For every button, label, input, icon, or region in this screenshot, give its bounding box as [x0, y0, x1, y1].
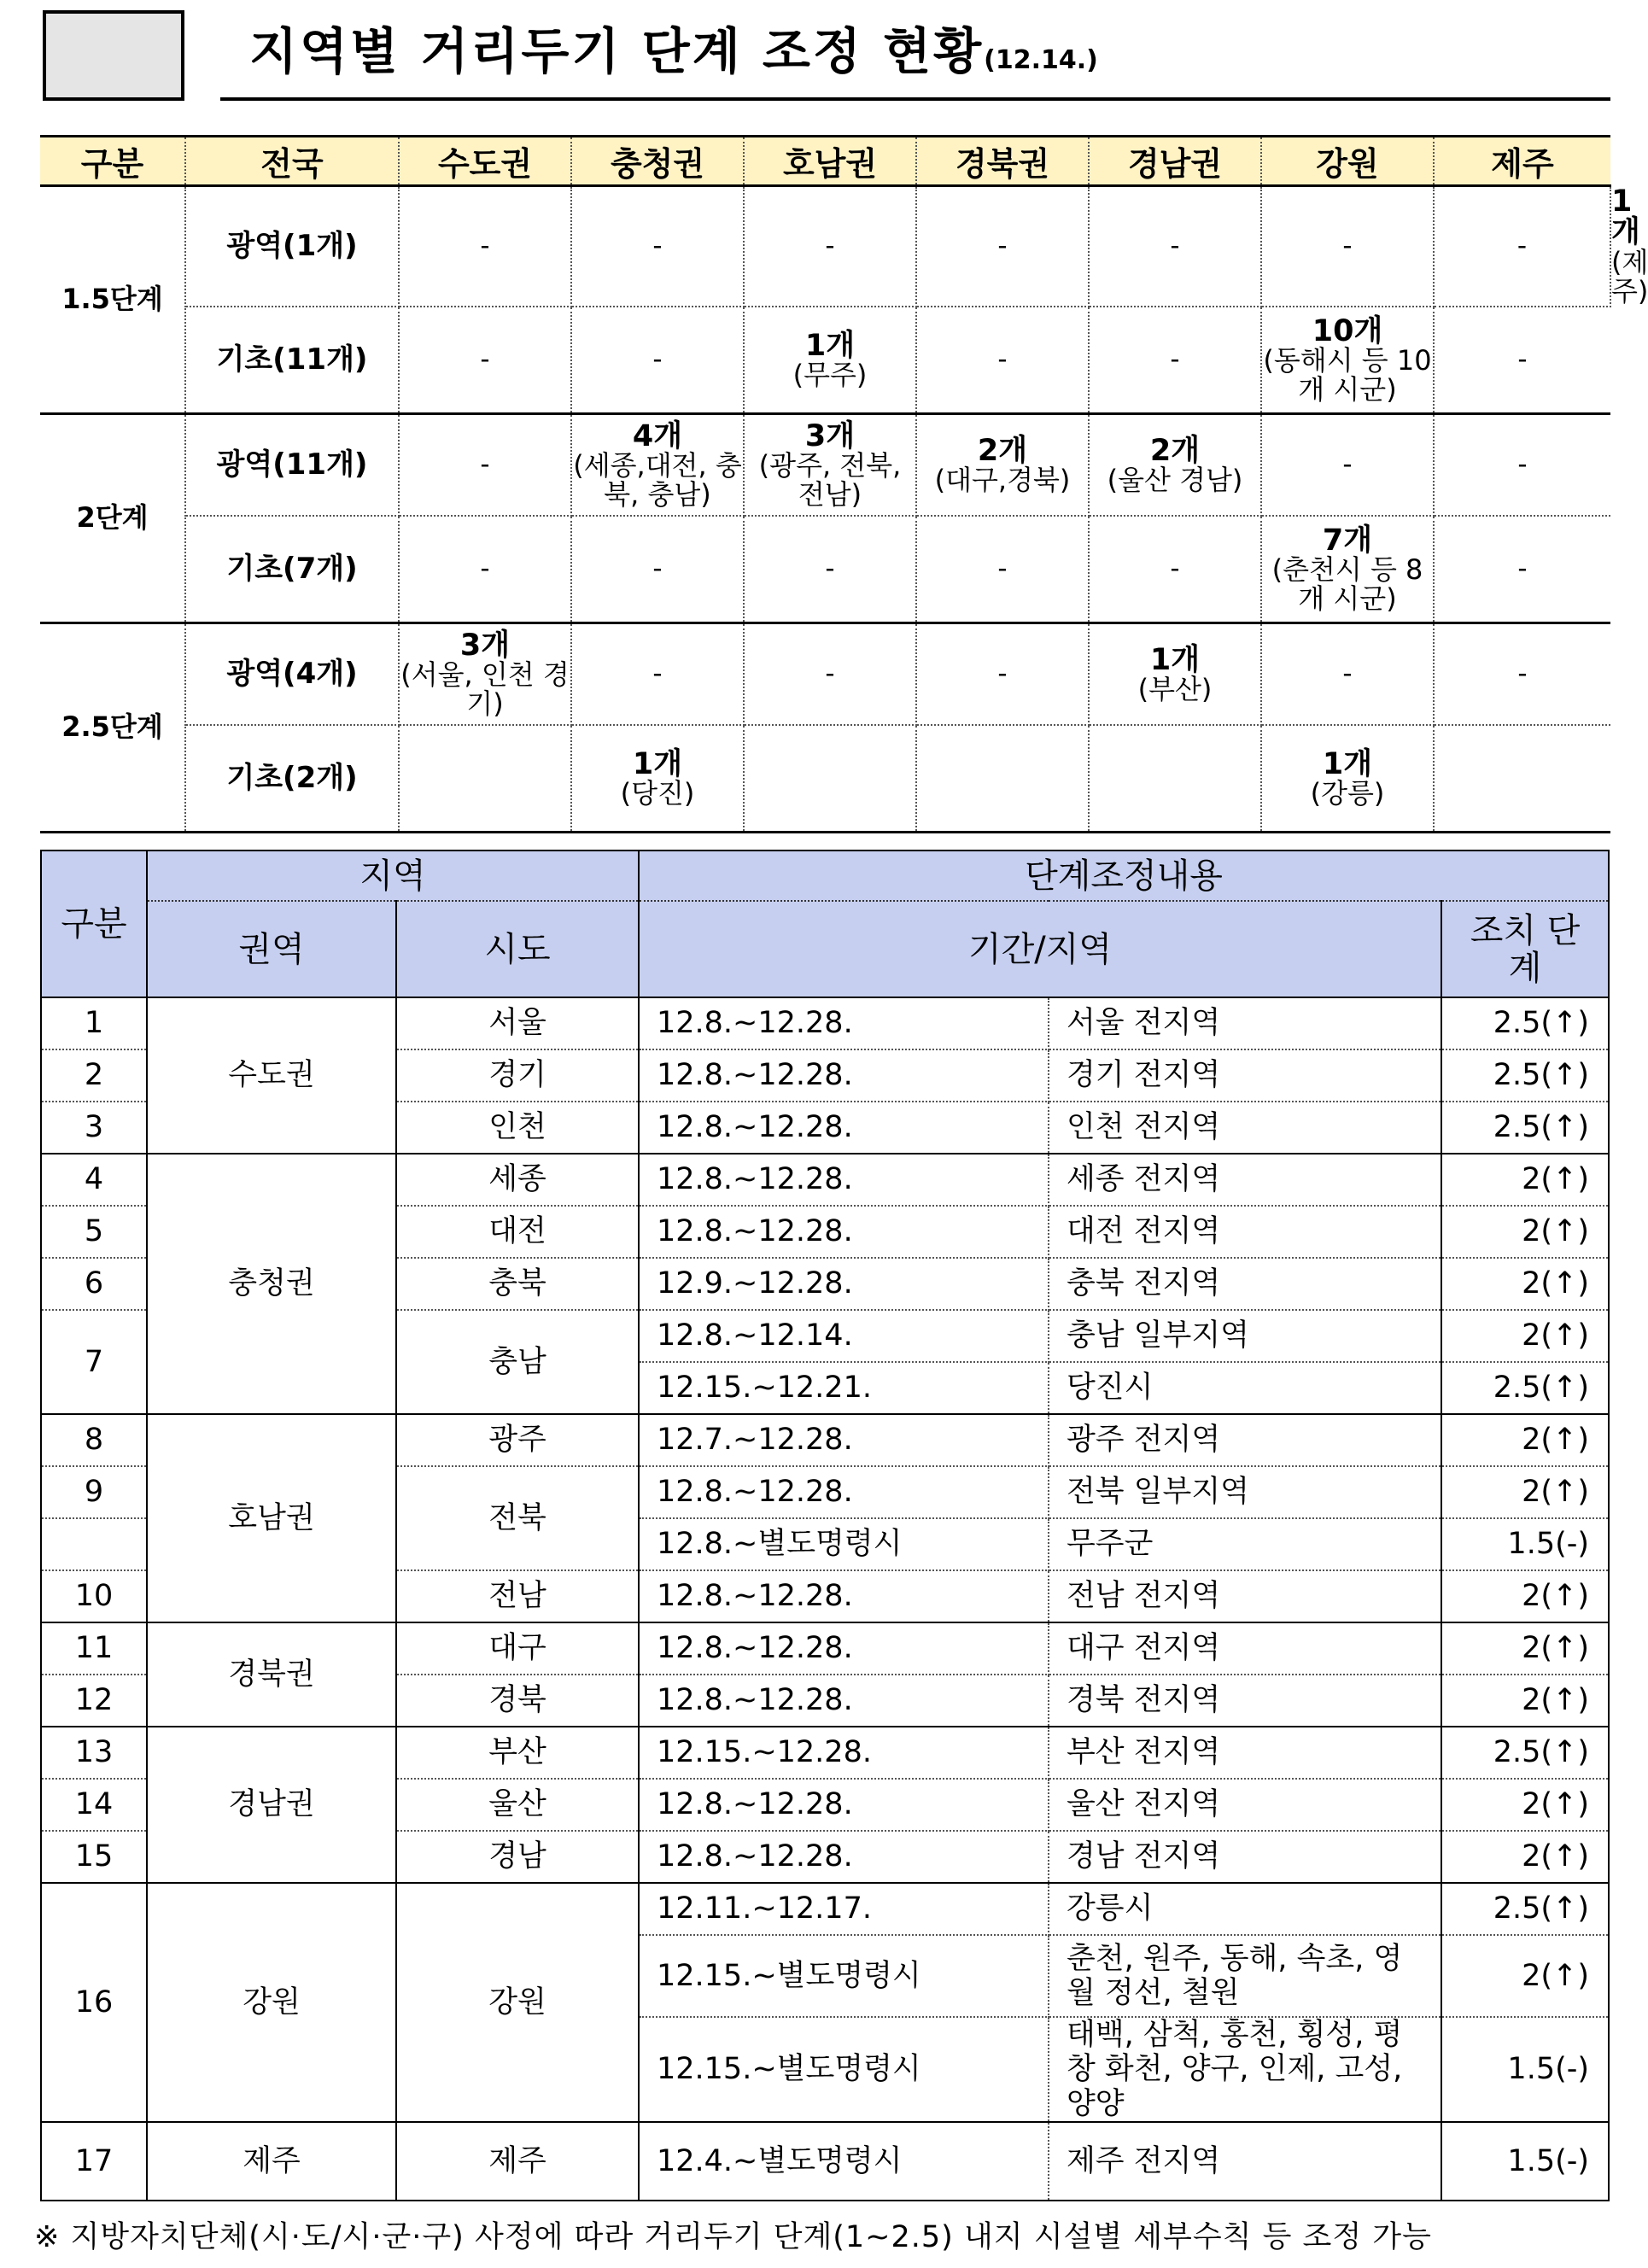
stage-sub-label: 기초(7개) — [185, 516, 399, 623]
row-level: 2(↑) — [1441, 1935, 1609, 2017]
summary-cell — [1261, 516, 1434, 623]
row-sido: 충남 — [396, 1310, 639, 1414]
cell-detail: (부산) — [1137, 673, 1213, 706]
row-sido: 대전 — [396, 1206, 639, 1258]
table-row — [41, 997, 1609, 1049]
table-row — [41, 1414, 1609, 1466]
row-level: 2(↑) — [1441, 1258, 1609, 1310]
summary-cell — [1089, 725, 1261, 833]
summary-cell — [1261, 414, 1434, 517]
title-text: 지역별 거리두기 단계 조정 현황 — [249, 22, 985, 80]
page-title — [249, 17, 1098, 85]
row-level: 2.5(↑) — [1441, 1049, 1609, 1102]
row-region: 서울 전지역 — [1049, 997, 1441, 1049]
row-sido: 광주 — [396, 1414, 639, 1466]
summary-cell — [399, 186, 571, 307]
cell-count: - — [997, 658, 1008, 690]
summary-header-row — [40, 137, 1610, 186]
summary-cell — [916, 186, 1089, 307]
summary-cell — [744, 307, 916, 414]
cell-count: - — [652, 231, 663, 262]
cell-count: - — [825, 553, 835, 585]
table-row — [41, 1727, 1609, 1779]
row-region: 경남 전지역 — [1049, 1831, 1441, 1883]
row-region: 태백, 삼척, 홍천, 횡성, 평창 화천, 양구, 인제, 고성, 양양 — [1049, 2017, 1441, 2122]
header-sido: 시도 — [396, 901, 639, 997]
row-period: 12.8.~12.28. — [639, 1779, 1049, 1831]
row-period: 12.8.~12.28. — [639, 1831, 1049, 1883]
row-period: 12.15.~12.28. — [639, 1727, 1049, 1779]
row-level: 2.5(↑) — [1441, 1102, 1609, 1154]
stage-sub-label: 기초(11개) — [185, 307, 399, 414]
summary-cell — [1434, 307, 1610, 414]
row-number: 2 — [41, 1049, 147, 1102]
row-sido: 제주 — [396, 2122, 639, 2201]
table-row — [41, 2122, 1609, 2201]
cell-count: - — [652, 553, 663, 585]
summary-cell — [744, 725, 916, 833]
summary-cell — [399, 725, 571, 833]
row-number: 16 — [41, 1883, 147, 2122]
col-header: 제주 — [1434, 137, 1610, 186]
header-content: 단계조정내용 — [639, 850, 1609, 901]
cell-count: 1개 — [1149, 642, 1201, 677]
cell-count: - — [652, 658, 663, 690]
summary-cell — [1261, 623, 1434, 726]
cell-count: - — [1170, 344, 1180, 376]
row-period: 12.4.~별도명령시 — [639, 2122, 1049, 2201]
row-region: 광주 전지역 — [1049, 1414, 1441, 1466]
row-area: 충청권 — [147, 1154, 396, 1414]
summary-cell — [1434, 186, 1610, 307]
row-area: 경북권 — [147, 1622, 396, 1727]
cell-count: 1개 — [804, 328, 856, 363]
title-underline — [220, 97, 1610, 101]
table-row — [41, 1883, 1609, 1935]
cell-count: - — [1517, 449, 1528, 481]
summary-row — [40, 414, 1610, 517]
row-region: 울산 전지역 — [1049, 1779, 1441, 1831]
cell-detail: (서울, 인천 경기) — [400, 658, 570, 721]
summary-cell — [916, 623, 1089, 726]
row-level: 1.5(-) — [1441, 2017, 1609, 2122]
cell-count: 2개 — [977, 433, 1028, 468]
summary-cell — [1089, 623, 1261, 726]
row-period: 12.11.~12.17. — [639, 1883, 1049, 1935]
row-region: 충북 전지역 — [1049, 1258, 1441, 1310]
summary-cell — [571, 414, 744, 517]
summary-cell — [1261, 186, 1434, 307]
row-region: 대전 전지역 — [1049, 1206, 1441, 1258]
row-level: 2(↑) — [1441, 1831, 1609, 1883]
summary-cell — [399, 516, 571, 623]
row-period: 12.8.~12.28. — [639, 1675, 1049, 1727]
summary-cell — [916, 414, 1089, 517]
col-header: 전국 — [185, 137, 399, 186]
row-number: 14 — [41, 1779, 147, 1831]
summary-cell — [1261, 307, 1434, 414]
row-level: 2(↑) — [1441, 1414, 1609, 1466]
row-number: 3 — [41, 1102, 147, 1154]
cell-count: 4개 — [632, 418, 683, 453]
cell-count: - — [825, 231, 835, 262]
row-level: 2(↑) — [1441, 1206, 1609, 1258]
cell-count: 10개 — [1312, 313, 1383, 348]
row-number: 12 — [41, 1675, 147, 1727]
summary-cell — [916, 725, 1089, 833]
stage-sub-label: 광역(11개) — [185, 414, 399, 517]
row-level: 2.5(↑) — [1441, 1727, 1609, 1779]
row-area: 호남권 — [147, 1414, 396, 1622]
row-region: 강릉시 — [1049, 1883, 1441, 1935]
summary-cell — [571, 516, 744, 623]
row-number: 17 — [41, 2122, 147, 2201]
title-date: (12.14.) — [984, 45, 1098, 75]
row-period: 12.8.~12.28. — [639, 997, 1049, 1049]
stage-sub-label: 광역(4개) — [185, 623, 399, 726]
row-period: 12.8.~12.28. — [639, 1154, 1049, 1206]
summary-cell — [916, 516, 1089, 623]
cell-count: - — [480, 344, 490, 376]
header-box — [43, 10, 184, 101]
header-gubun: 구분 — [41, 850, 147, 997]
cell-detail: (울산 경남) — [1107, 464, 1243, 497]
row-sido: 경북 — [396, 1675, 639, 1727]
row-level: 1.5(-) — [1441, 1518, 1609, 1570]
row-region: 대구 전지역 — [1049, 1622, 1441, 1675]
row-period: 12.8.~12.28. — [639, 1622, 1049, 1675]
cell-count: - — [997, 553, 1008, 585]
row-sido: 울산 — [396, 1779, 639, 1831]
cell-count: 3개 — [804, 418, 856, 453]
row-period: 12.8.~12.28. — [639, 1570, 1049, 1622]
header-region: 지역 — [147, 850, 639, 901]
cell-count: - — [480, 553, 490, 585]
row-period: 12.8.~12.28. — [639, 1102, 1049, 1154]
row-level: 2.5(↑) — [1441, 1362, 1609, 1414]
row-level: 2(↑) — [1441, 1310, 1609, 1362]
cell-detail: (세종,대전, 충북, 충남) — [573, 449, 742, 511]
row-number: 5 — [41, 1206, 147, 1258]
stage-summary-table — [40, 135, 1648, 833]
cell-detail: (당진) — [620, 777, 695, 810]
summary-cell — [399, 414, 571, 517]
row-number: 13 — [41, 1727, 147, 1779]
summary-cell — [1434, 623, 1610, 726]
header-area: 권역 — [147, 901, 396, 997]
row-period: 12.8.~12.28. — [639, 1049, 1049, 1102]
row-sido: 전북 — [396, 1466, 639, 1570]
row-sido: 강원 — [396, 1883, 639, 2122]
summary-cell — [744, 414, 916, 517]
row-period: 12.8.~12.28. — [639, 1466, 1049, 1518]
row-period: 12.8.~12.28. — [639, 1206, 1049, 1258]
row-sido: 서울 — [396, 997, 639, 1049]
row-number: 6 — [41, 1258, 147, 1310]
region-detail-table — [40, 850, 1610, 2201]
cell-count: 2개 — [1149, 433, 1201, 468]
summary-cell — [744, 623, 916, 726]
row-region: 경기 전지역 — [1049, 1049, 1441, 1102]
cell-count: 7개 — [1322, 523, 1373, 558]
cell-count: - — [997, 344, 1008, 376]
cell-detail: (광주, 전북, 전남) — [758, 449, 902, 511]
row-sido: 전남 — [396, 1570, 639, 1622]
row-level: 2(↑) — [1441, 1154, 1609, 1206]
col-header: 호남권 — [744, 137, 916, 186]
cell-count: - — [1342, 231, 1353, 262]
summary-cell — [1089, 186, 1261, 307]
row-period: 12.15.~12.21. — [639, 1362, 1049, 1414]
cell-count: - — [1342, 449, 1353, 481]
summary-cell — [1434, 414, 1610, 517]
stage-sub-label: 기초(2개) — [185, 725, 399, 833]
summary-row — [40, 725, 1610, 833]
row-sido: 경남 — [396, 1831, 639, 1883]
stage-sub-label: 광역(1개) — [185, 186, 399, 307]
row-number: 7 — [41, 1310, 147, 1414]
stage-label: 1.5단계 — [40, 186, 185, 414]
col-header: 경북권 — [916, 137, 1089, 186]
cell-count: - — [1342, 658, 1353, 690]
cell-count: - — [1517, 658, 1528, 690]
row-period: 12.15.~별도명령시 — [639, 2017, 1049, 2122]
col-header: 충청권 — [571, 137, 744, 186]
cell-count: - — [480, 449, 490, 481]
row-number: 11 — [41, 1622, 147, 1675]
summary-cell — [1434, 516, 1610, 623]
row-number: 8 — [41, 1414, 147, 1466]
summary-row — [40, 307, 1610, 414]
row-sido: 충북 — [396, 1258, 639, 1310]
summary-cell — [1261, 725, 1434, 833]
summary-cell — [1089, 307, 1261, 414]
cell-count: - — [1517, 344, 1528, 376]
cell-count: - — [652, 344, 663, 376]
row-sido: 부산 — [396, 1727, 639, 1779]
cell-count: - — [1170, 231, 1180, 262]
row-area: 제주 — [147, 2122, 396, 2201]
col-header: 구분 — [40, 137, 185, 186]
summary-cell — [571, 623, 744, 726]
cell-count: - — [1517, 553, 1528, 585]
summary-cell — [399, 623, 571, 726]
summary-cell — [571, 307, 744, 414]
stage-label: 2단계 — [40, 414, 185, 623]
table-row — [41, 1154, 1609, 1206]
row-region: 전북 일부지역 — [1049, 1466, 1441, 1518]
cell-detail: (대구,경북) — [934, 464, 1071, 497]
summary-row — [40, 516, 1610, 623]
row-period: 12.8.~12.14. — [639, 1310, 1049, 1362]
row-level: 2(↑) — [1441, 1622, 1609, 1675]
cell-detail: (동해시 등 10개 시군) — [1263, 344, 1432, 406]
summary-cell — [571, 186, 744, 307]
cell-detail: (무주) — [792, 359, 868, 392]
row-number — [41, 1518, 147, 1570]
detail-subheader-row — [41, 901, 1609, 997]
summary-row — [40, 623, 1610, 726]
row-sido: 인천 — [396, 1102, 639, 1154]
row-region: 세종 전지역 — [1049, 1154, 1441, 1206]
summary-cell — [744, 516, 916, 623]
cell-count: 1개 — [1322, 746, 1373, 781]
row-number: 10 — [41, 1570, 147, 1622]
row-area: 경남권 — [147, 1727, 396, 1883]
row-region: 무주군 — [1049, 1518, 1441, 1570]
cell-detail: (춘천시 등 8개 시군) — [1271, 553, 1423, 616]
row-number: 1 — [41, 997, 147, 1049]
header-level: 조치 단계 — [1441, 901, 1609, 997]
row-period: 12.7.~12.28. — [639, 1414, 1049, 1466]
row-sido: 세종 — [396, 1154, 639, 1206]
row-region: 제주 전지역 — [1049, 2122, 1441, 2201]
cell-count: - — [825, 658, 835, 690]
row-region: 당진시 — [1049, 1362, 1441, 1414]
row-region: 부산 전지역 — [1049, 1727, 1441, 1779]
summary-row: 1.5단계 광역(1개) - - - - - - - 1개 (제주) — [40, 186, 1610, 307]
row-region: 춘천, 원주, 동해, 속초, 영월 정선, 철원 — [1049, 1935, 1441, 2017]
stage-label: 2.5단계 — [40, 623, 185, 833]
row-level: 2(↑) — [1441, 1779, 1609, 1831]
row-area: 수도권 — [147, 997, 396, 1154]
detail-header-row — [41, 850, 1609, 901]
row-number: 15 — [41, 1831, 147, 1883]
row-region: 경북 전지역 — [1049, 1675, 1441, 1727]
cell-count: 3개 — [459, 628, 511, 663]
cell-count: - — [480, 231, 490, 262]
row-level: 2.5(↑) — [1441, 997, 1609, 1049]
cell-count: 1개 — [632, 746, 683, 781]
cell-count: - — [1517, 231, 1528, 262]
row-sido: 경기 — [396, 1049, 639, 1102]
cell-count: - — [997, 231, 1008, 262]
row-level: 1.5(-) — [1441, 2122, 1609, 2201]
row-area: 강원 — [147, 1883, 396, 2122]
row-level: 2(↑) — [1441, 1675, 1609, 1727]
footnote: ※ 지방자치단체(시·도/시·군·구) 사정에 따라 거리두기 단계(1~2.5) 내지 시설별 세부수칙 등 조정 가능 — [34, 2220, 1432, 2254]
summary-cell — [744, 186, 916, 307]
row-period: 12.15.~별도명령시 — [639, 1935, 1049, 2017]
cell-detail: (강릉) — [1310, 777, 1385, 810]
summary-cell — [1089, 414, 1261, 517]
row-region: 인천 전지역 — [1049, 1102, 1441, 1154]
col-header: 강원 — [1261, 137, 1434, 186]
table-row — [41, 1622, 1609, 1675]
summary-cell — [1434, 725, 1610, 833]
summary-cell — [399, 307, 571, 414]
row-sido: 대구 — [396, 1622, 639, 1675]
row-number: 9 — [41, 1466, 147, 1518]
cell-count: - — [1170, 553, 1180, 585]
row-number: 4 — [41, 1154, 147, 1206]
row-region: 충남 일부지역 — [1049, 1310, 1441, 1362]
row-period: 12.9.~12.28. — [639, 1258, 1049, 1310]
col-header: 경남권 — [1089, 137, 1261, 186]
row-level: 2(↑) — [1441, 1570, 1609, 1622]
summary-cell — [1089, 516, 1261, 623]
row-period: 12.8.~별도명령시 — [639, 1518, 1049, 1570]
col-header: 수도권 — [399, 137, 571, 186]
summary-cell — [916, 307, 1089, 414]
row-region: 전남 전지역 — [1049, 1570, 1441, 1622]
summary-cell — [571, 725, 744, 833]
header-period: 기간/지역 — [639, 901, 1441, 997]
row-level: 2(↑) — [1441, 1466, 1609, 1518]
row-level: 2.5(↑) — [1441, 1883, 1609, 1935]
